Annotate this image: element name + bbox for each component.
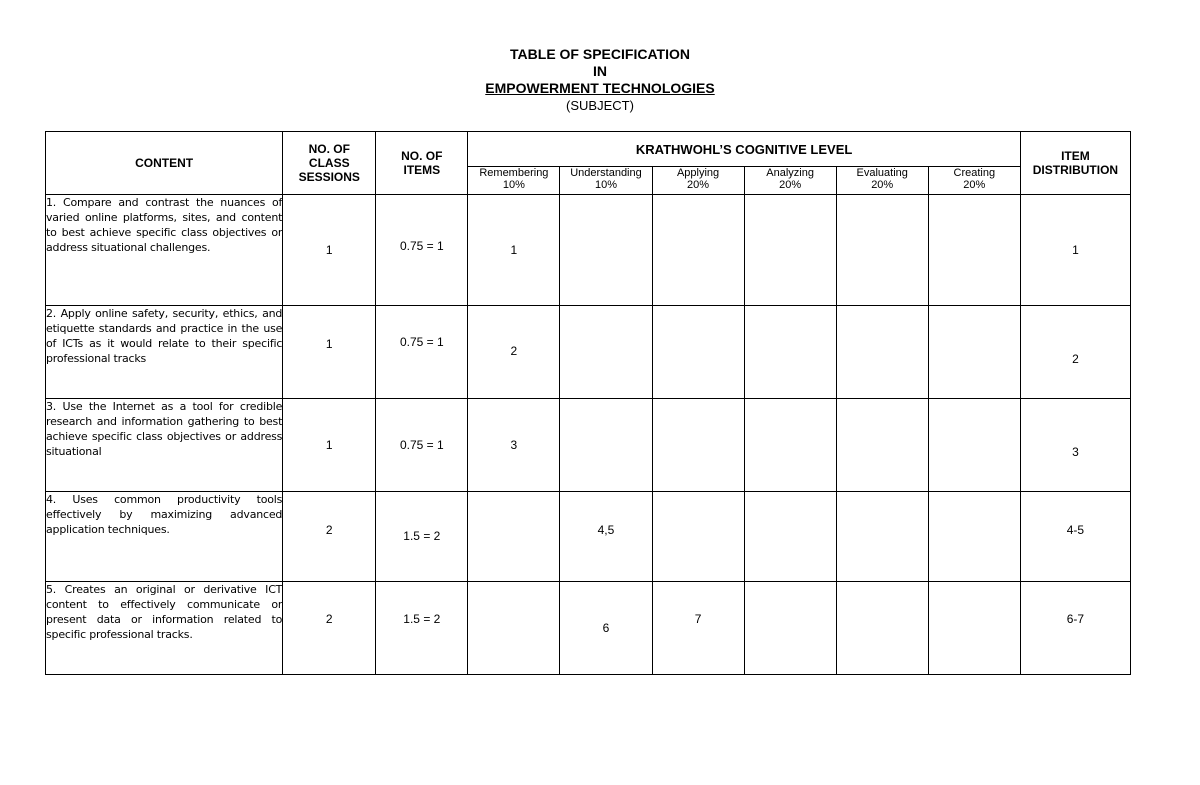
remembering-cell	[468, 582, 560, 675]
level-remembering-header	[468, 167, 560, 195]
sessions-header-line: NO. OF	[308, 142, 350, 156]
sessions-header-line: CLASS	[308, 156, 350, 170]
level-name: Understanding	[570, 167, 642, 179]
creating-cell	[928, 492, 1020, 582]
items-column-header	[376, 132, 468, 195]
level-name: Creating	[953, 167, 996, 179]
level-name: Remembering	[479, 167, 549, 179]
understanding-cell	[560, 582, 652, 675]
items-header-line: NO. OF	[401, 149, 443, 163]
level-percent: 20%	[687, 179, 710, 191]
sessions-value: 1	[325, 337, 333, 351]
title-connector: IN	[593, 63, 607, 79]
evaluating-cell	[836, 582, 928, 675]
distribution-header-line: DISTRIBUTION	[1032, 163, 1119, 177]
cognitive-level-header: KRATHWOHL’S COGNITIVE LEVEL	[468, 132, 1021, 167]
remembering-cell	[468, 399, 560, 492]
distribution-cell	[1020, 492, 1130, 582]
level-name: Analyzing	[766, 167, 814, 179]
evaluating-cell	[836, 492, 928, 582]
distribution-value: 4-5	[1066, 523, 1085, 537]
items-value: 1.5 = 2	[403, 529, 441, 543]
level-creating-header	[928, 167, 1020, 195]
items-header-line: ITEMS	[403, 163, 441, 177]
distribution-cell	[1020, 582, 1130, 675]
competency-cell: 2. Apply online safety, security, ethics, and etiquette standards and practice in the use of ICTs as it would relate to their specific professional tracks	[46, 306, 283, 399]
items-value: 0.75 = 1	[399, 239, 444, 253]
analyzing-cell	[744, 306, 836, 399]
items-cell	[376, 399, 468, 492]
items-cell	[376, 582, 468, 675]
sessions-cell	[283, 195, 376, 306]
distribution-value: 1	[1072, 243, 1079, 257]
applying-cell	[652, 582, 744, 675]
remembering-value: 1	[510, 243, 518, 257]
subject-label: (SUBJECT)	[566, 98, 634, 113]
sessions-column-header	[283, 132, 376, 195]
understanding-value: 6	[602, 621, 610, 635]
understanding-cell	[560, 492, 652, 582]
sessions-cell	[283, 306, 376, 399]
evaluating-cell	[836, 195, 928, 306]
sessions-value: 2	[325, 612, 333, 626]
creating-cell	[928, 399, 1020, 492]
specification-table	[45, 131, 1131, 675]
document-title: TABLE OF SPECIFICATION	[510, 46, 690, 62]
items-value: 1.5 = 2	[403, 612, 441, 626]
remembering-value: 3	[510, 438, 518, 452]
items-value: 0.75 = 1	[399, 438, 444, 452]
competency-cell: 1. Compare and contrast the nuances of varied online platforms, sites, and content to best achieve specific class objectives or address situational challenges.	[46, 195, 283, 306]
analyzing-cell	[744, 582, 836, 675]
level-evaluating-header	[836, 167, 928, 195]
applying-cell	[652, 492, 744, 582]
sessions-cell	[283, 492, 376, 582]
remembering-cell	[468, 195, 560, 306]
creating-cell	[928, 195, 1020, 306]
level-name: Evaluating	[856, 167, 908, 179]
remembering-cell	[468, 492, 560, 582]
sessions-value: 2	[325, 523, 333, 537]
analyzing-cell	[744, 492, 836, 582]
distribution-value: 2	[1072, 352, 1079, 366]
understanding-cell	[560, 399, 652, 492]
items-cell	[376, 306, 468, 399]
analyzing-cell	[744, 399, 836, 492]
level-percent: 10%	[502, 179, 525, 191]
document-header	[0, 46, 1200, 114]
creating-cell	[928, 582, 1020, 675]
table-row	[46, 399, 1131, 492]
table-row	[46, 582, 1131, 675]
sessions-cell	[283, 399, 376, 492]
competency-cell: 3. Use the Internet as a tool for credible research and information gathering to best achieve specific class objectives or address situational	[46, 399, 283, 492]
analyzing-cell	[744, 195, 836, 306]
applying-cell	[652, 399, 744, 492]
table-row	[46, 492, 1131, 582]
distribution-cell	[1020, 306, 1130, 399]
items-cell	[376, 195, 468, 306]
sessions-value: 1	[325, 243, 333, 257]
items-cell	[376, 492, 468, 582]
subject-name: EMPOWERMENT TECHNOLOGIES	[485, 80, 715, 96]
remembering-value: 2	[510, 344, 518, 358]
remembering-cell	[468, 306, 560, 399]
level-name: Applying	[676, 167, 720, 179]
distribution-value: 3	[1072, 445, 1079, 459]
competency-cell: 5. Creates an original or derivative ICT content to effectively communicate or present data or information related to specific professional tracks.	[46, 582, 283, 675]
level-percent: 20%	[779, 179, 802, 191]
table-row	[46, 195, 1131, 306]
header-row-main	[46, 132, 1131, 167]
distribution-cell	[1020, 195, 1130, 306]
level-applying-header	[652, 167, 744, 195]
competency-cell: 4. Uses common productivity tools effectively by maximizing advanced application techniques.	[46, 492, 283, 582]
distribution-header-line: ITEM	[1061, 149, 1090, 163]
table-row	[46, 306, 1131, 399]
distribution-column-header	[1020, 132, 1130, 195]
level-percent: 20%	[871, 179, 894, 191]
content-column-header: CONTENT	[46, 132, 283, 195]
sessions-value: 1	[325, 438, 333, 452]
level-analyzing-header	[744, 167, 836, 195]
understanding-value: 4,5	[597, 523, 615, 537]
evaluating-cell	[836, 306, 928, 399]
level-percent: 20%	[963, 179, 986, 191]
items-value: 0.75 = 1	[399, 335, 444, 349]
sessions-cell	[283, 582, 376, 675]
applying-cell	[652, 195, 744, 306]
level-understanding-header	[560, 167, 652, 195]
level-percent: 10%	[594, 179, 617, 191]
sessions-header-line: SESSIONS	[298, 170, 360, 184]
applying-cell	[652, 306, 744, 399]
applying-value: 7	[694, 612, 702, 626]
understanding-cell	[560, 195, 652, 306]
distribution-cell	[1020, 399, 1130, 492]
evaluating-cell	[836, 399, 928, 492]
understanding-cell	[560, 306, 652, 399]
creating-cell	[928, 306, 1020, 399]
distribution-value: 6-7	[1066, 612, 1085, 626]
